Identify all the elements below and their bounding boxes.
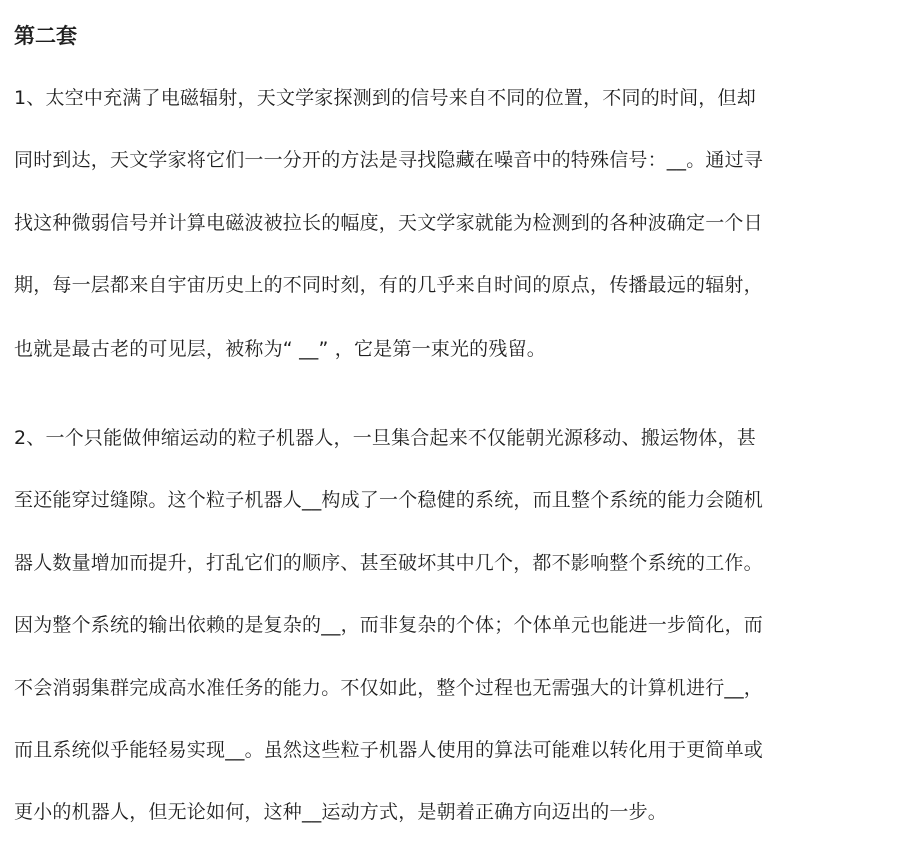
question-2-line-4: 因为整个系统的输出依赖的是复杂的__，而非复杂的个体；个体单元也能进一步简化，而 — [14, 614, 764, 636]
question-2-line-2: 至还能穿过缝隙。这个粒子机器人__构成了一个稳健的系统，而且整个系统的能力会随机 — [14, 489, 764, 511]
question-2-line-7: 更小的机器人，但无论如何，这种__运动方式，是朝着正确方向迈出的一步。 — [14, 801, 668, 823]
question-2-line-6: 而且系统似乎能轻易实现__。虽然这些粒子机器人使用的算法可能难以转化用于更简单或 — [14, 739, 764, 761]
question-1-line-2: 同时到达，天文学家将它们一一分开的方法是寻找隐藏在噪音中的特殊信号：__。通过寻 — [14, 149, 764, 171]
document-title: 第二套 — [14, 24, 77, 48]
question-1-line-4: 期，每一层都来自宇宙历史上的不同时刻，有的几乎来自时间的原点，传播最远的辐射， — [14, 274, 763, 296]
question-2-line-5: 不会消弱集群完成高水准任务的能力。不仅如此，整个过程也无需强大的计算机进行__， — [14, 677, 764, 699]
question-1-line-3: 找这种微弱信号并计算电磁波被拉长的幅度，天文学家就能为检测到的各种波确定一个日 — [14, 212, 763, 234]
question-2-line-1: 2、一个只能做伸缩运动的粒子机器人，一旦集合起来不仅能朝光源移动、搬运物体，甚 — [14, 427, 756, 449]
question-2-line-3: 器人数量增加而提升，打乱它们的顺序、甚至破坏其中几个，都不影响整个系统的工作。 — [14, 552, 763, 574]
question-1-line-5: 也就是最古老的可见层，被称为“ __” ，它是第一束光的残留。 — [14, 338, 546, 360]
question-1-line-1: 1、太空中充满了电磁辐射，天文学家探测到的信号来自不同的位置，不同的时间，但却 — [14, 87, 756, 109]
